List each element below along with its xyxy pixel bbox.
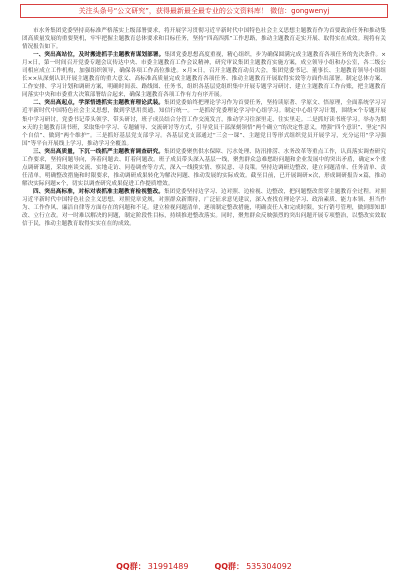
doc-paragraph: 三、突出高质量，下沉一线抓严主题教育调查研究。集团党委聚焦供水保障、污水处理、防汛排涝、水务改革等重点工作，认真落实调查研究工作要求，坚持问题导向，奔着问题去、盯着问题改。班子成员带头深入基层一线，聚焦群众急难愁盼问题和企业发展中的突出矛盾，确定×个重点调研课题，采取座谈交流、实地走访、问卷调查等方式，深入一线摸实情、察民意、寻良策。坚持边调研边整改，建立问题清单、任务清单、责任清单，明确整改措施和时限要求，推动调研成果转化为解决问题、推动发展的实际成效。截至目前，已开展调研×次，形成调研报告×篇，推动解决实际问题×个，切实以调查研究成果促进工作提质增效。 <box>22 148 386 187</box>
doc-paragraph: 一、突出高站位，及时搬进抓手主题教育谋划部署。集团党委思想高度重视，精心组织，步为确保圆满完成主题教育各项任务的先决条件。×月×日，第一时间召开党委专题会议传达中央、市委主题教育工作会议精神，研究审议集团主题教育实施方案，成立领导小组和办公室，各二级公司相应成立工作机构，加强组织领导，确保各项工作高位推进。×月×日，召开主题教育动员大会，集团党委书记、董事长、主题教育领导小组组长××从深刻认识开展主题教育的重大意义、高标准高质量完成主题教育各项任务、推动主题教育开展取得实效等方面作出部署。制定总体方案、工作安排、学习计划和调研方案，明确时间表、路线图、任务书，组织各基层党组织集中开展专题学习研讨、建立主题教育工作台账，把主题教育同落实中央和市委重大决策部署结合起来，确保主题教育各项工作有力有序开展。 <box>22 52 386 99</box>
qq-number: 31991489 <box>147 561 189 571</box>
promo-banner: 关注头条号“公文研究”，获得最新最全最专业的公文资料库！ 微信：gongwenyj <box>20 4 388 18</box>
doc-paragraph: 四、突出高标准，对标对表抓准主题教育检视整改。集团党委坚持边学习、边对照、边检视、边整改，把问题整改贯穿主题教育全过程。对照习近平新时代中国特色社会主义思想，对照党章党规，对照群众新期待，广泛征求意见建议，深入查找在理论学习、政治素质、能力本领、担当作为、工作作风、廉洁自律等方面存在的问题和不足。建立检视问题清单，逐项制定整改措施，明确责任人和完成时限，实行销号管理，做到即知即改、立行立改。对一时难以解决的问题，制定阶段性目标，持续推进整改落实。同时，聚焦群众反映强烈的突出问题开展专项整治，以整改实效取信于民，推动主题教育取得实实在在的成效。 <box>22 188 386 228</box>
doc-paragraph: 二、突出高起点，学深悟透抓实主题教育理论武装。集团党委始终把理论学习作为首要任务，坚持读原著、学原文、悟原理，全面系统学习习近平新时代中国特色社会主义思想，做到学思用贯通、知信行统一。一是抓好党委理论学习中心组学习。制定中心组学习计划，围绕×个专题开展集中学习研讨，党委书记带头领学、带头研讨，班子成员结合分管工作交流发言，推动学习往深里走、往实里走。二是抓好读书班学习。举办为期×天的主题教育读书班，采取集中学习、专题辅导、交流研讨等方式，引导党员干部深刻领悟“两个确立”的决定性意义，增强“四个意识”、坚定“四个自信”、做到“两个维护”。三是抓好基层党支部学习。各基层党支部通过“三会一课”、主题党日等形式组织党员开展学习，充分运用“学习强国”等平台开展线上学习，推动学习全覆盖。 <box>22 100 386 147</box>
section-heading: 四、突出高标准，对标对表抓准主题教育检视整改。 <box>33 188 164 195</box>
doc-paragraph: 市水务集团党委坚持高标准严格落实上级部署要求，将开展学习贯彻习近平新时代中国特色社会主义思想主题教育作为首要政治任务和推动集团高质量发展的重要契机，牢牢把握主题教育总体要求和目标任务，坚持“四高四抓”工作思路，推动主题教育走实开展、取得实在成效。现将有关情况报告如下。 <box>22 28 386 51</box>
qq-group-2 <box>214 561 291 572</box>
qq-number: 535304092 <box>246 561 292 571</box>
qq-group-1 <box>116 561 188 572</box>
section-heading: 二、突出高起点，学深悟透抓实主题教育理论武装。 <box>33 100 164 107</box>
document-body <box>22 27 386 549</box>
section-heading: 一、突出高站位，及时搬进抓手主题教育谋划部署。 <box>33 52 165 59</box>
qq-label: QQ群： <box>116 561 146 571</box>
footer-bar <box>0 558 408 574</box>
section-heading: 三、突出高质量，下沉一线抓严主题教育调查研究。 <box>33 148 164 155</box>
qq-label: QQ群： <box>214 561 245 571</box>
